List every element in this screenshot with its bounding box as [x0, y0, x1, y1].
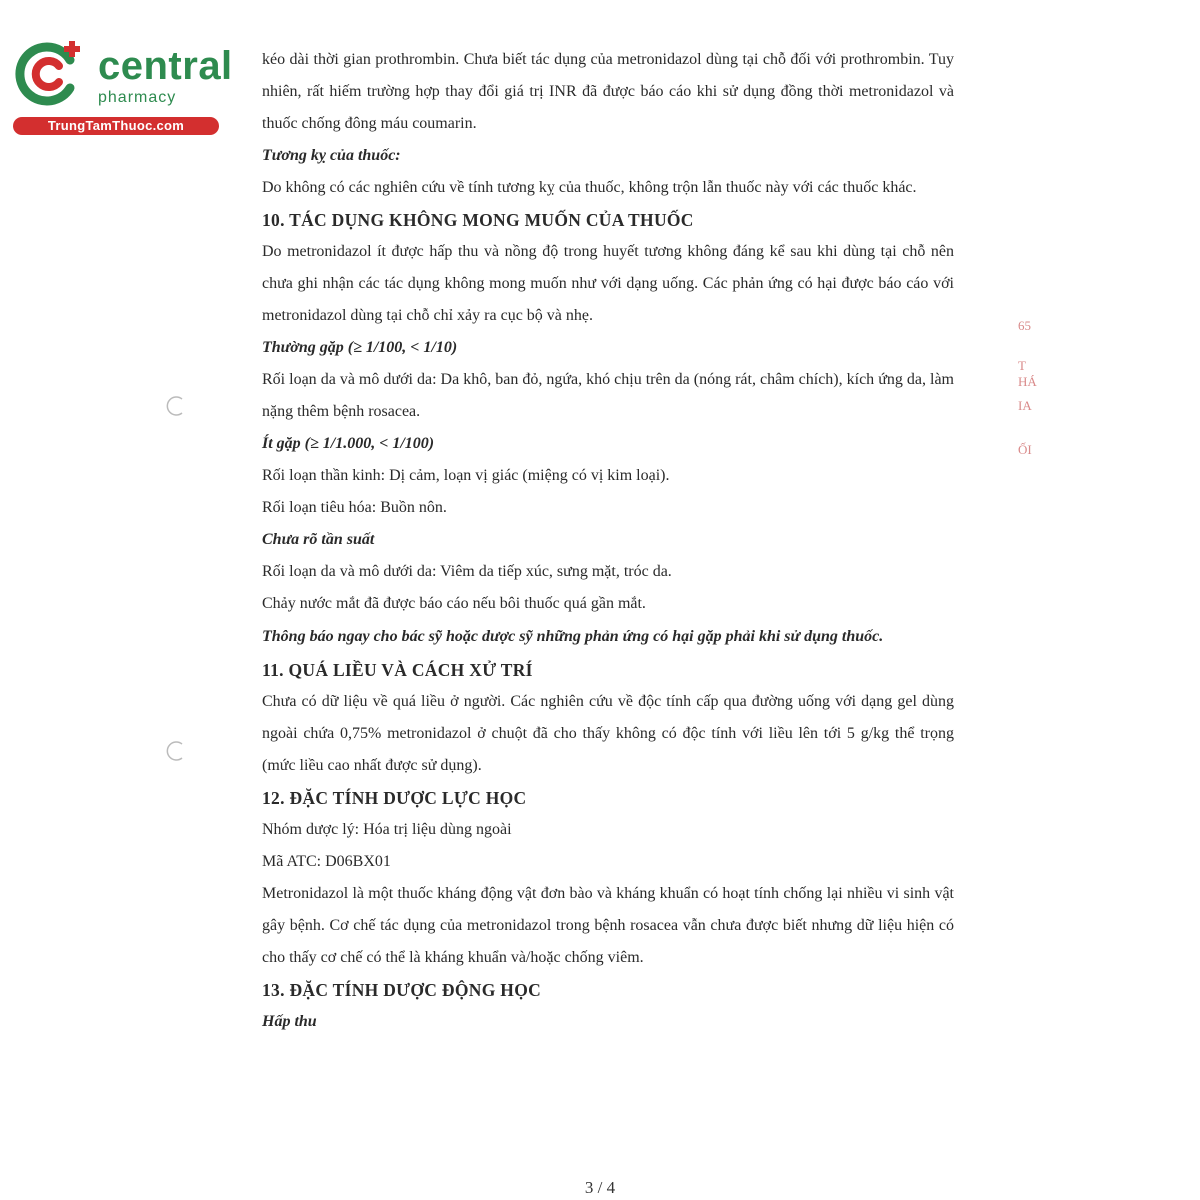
logo-name: central — [98, 44, 233, 88]
incompatibility-text: Do không có các nghiên cứu về tính tương kỵ của thuốc, không trộn lẫn thuốc này với các thuốc khác. — [262, 179, 917, 196]
logo-subtitle: pharmacy — [98, 89, 177, 106]
stamp-text: 65 — [1018, 318, 1031, 333]
section-13-title: 13. ĐẶC TÍNH DƯỢC ĐỘNG HỌC — [262, 980, 542, 1000]
document-body — [262, 44, 954, 1038]
uncommon-effects-nervous: Rối loạn thần kinh: Dị cảm, loạn vị giác (miệng có vị kim loại). — [262, 467, 670, 484]
uncommon-frequency-heading: Ít gặp (≥ 1/1.000, < 1/100) — [262, 435, 435, 452]
section-10-text: Do metronidazol ít được hấp thu và nồng độ trong huyết tương không đáng kể sau khi dùng tại chỗ nên chưa ghi nhận các tác dụng không mong muốn như với dạng uống. Các phản ứng có hại được báo cáo với metronidazol dùng tại chỗ chỉ xảy ra cục bộ và nhẹ. — [262, 243, 954, 324]
pharmacological-group: Nhóm dược lý: Hóa trị liệu dùng ngoài — [262, 821, 512, 838]
section-11-title: 11. QUÁ LIỀU VÀ CÁCH XỬ TRÍ — [262, 660, 533, 680]
absorption-heading: Hấp thu — [262, 1013, 317, 1030]
unknown-frequency-heading: Chưa rõ tần suất — [262, 531, 375, 548]
stamp-text: IA — [1018, 398, 1032, 413]
punch-hole-mark-icon — [166, 395, 188, 417]
stamp-text: T — [1018, 358, 1026, 373]
logo-website-band: TrungTamThuoc.com — [13, 117, 219, 135]
uncommon-effects-digestive: Rối loạn tiêu hóa: Buồn nôn. — [262, 499, 447, 516]
unknown-effects-skin: Rối loạn da và mô dưới da: Viêm da tiếp xúc, sưng mặt, tróc da. — [262, 563, 672, 580]
section-10-title: 10. TÁC DỤNG KHÔNG MONG MUỐN CỦA THUỐC — [262, 210, 694, 230]
section-11-text: Chưa có dữ liệu về quá liều ở người. Các nghiên cứu về độc tính cấp qua đường uống với dạng gel dùng ngoài chứa 0,75% metronidazol ở chuột đã cho thấy không có độc tính với liều lên tới 5 g/kg thể trọng (mức liều cao nhất được sử dụng). — [262, 693, 954, 774]
adverse-reaction-notice: Thông báo ngay cho bác sỹ hoặc dược sỹ những phản ứng có hại gặp phải khi sử dụng thuốc. — [262, 628, 884, 645]
paragraph-prothrombin: kéo dài thời gian prothrombin. Chưa biết tác dụng của metronidazol dùng tại chỗ đối với prothrombin. Tuy nhiên, rất hiếm trường hợp thay đổi giá trị INR đã được báo cáo khi sử dụng đồng thời metronidazol và thuốc chống đông máu coumarin. — [262, 51, 954, 132]
section-12-title: 12. ĐẶC TÍNH DƯỢC LỰC HỌC — [262, 788, 527, 808]
unknown-effects-eyes: Chảy nước mắt đã được báo cáo nếu bôi thuốc quá gần mắt. — [262, 595, 646, 612]
common-effects-text: Rối loạn da và mô dưới da: Da khô, ban đỏ, ngứa, khó chịu trên da (nóng rát, châm chích), kích ứng da, làm nặng thêm bệnh rosacea. — [262, 371, 954, 420]
stamp-text: HÁ — [1018, 374, 1037, 389]
central-pharmacy-logo — [10, 38, 233, 138]
pharmacy-cross-logo-icon — [10, 38, 90, 108]
punch-hole-mark-icon — [166, 740, 188, 762]
stamp-text: ỐI — [1018, 442, 1032, 457]
page-number: 3 / 4 — [584, 1178, 616, 1197]
incompatibility-heading: Tương kỵ của thuốc: — [262, 147, 401, 164]
common-frequency-heading: Thường gặp (≥ 1/100, < 1/10) — [262, 339, 458, 356]
red-stamp-fragment — [1012, 318, 1042, 468]
atc-code: Mã ATC: D06BX01 — [262, 853, 391, 870]
section-12-text: Metronidazol là một thuốc kháng động vật đơn bào và kháng khuẩn có hoạt tính chống lại nhiều vi sinh vật gây bệnh. Cơ chế tác dụng của metronidazol trong bệnh rosacea vẫn chưa được biết nhưng dữ liệu hiện có cho thấy cơ chế có thể là kháng khuẩn và/hoặc chống viêm. — [262, 885, 954, 966]
